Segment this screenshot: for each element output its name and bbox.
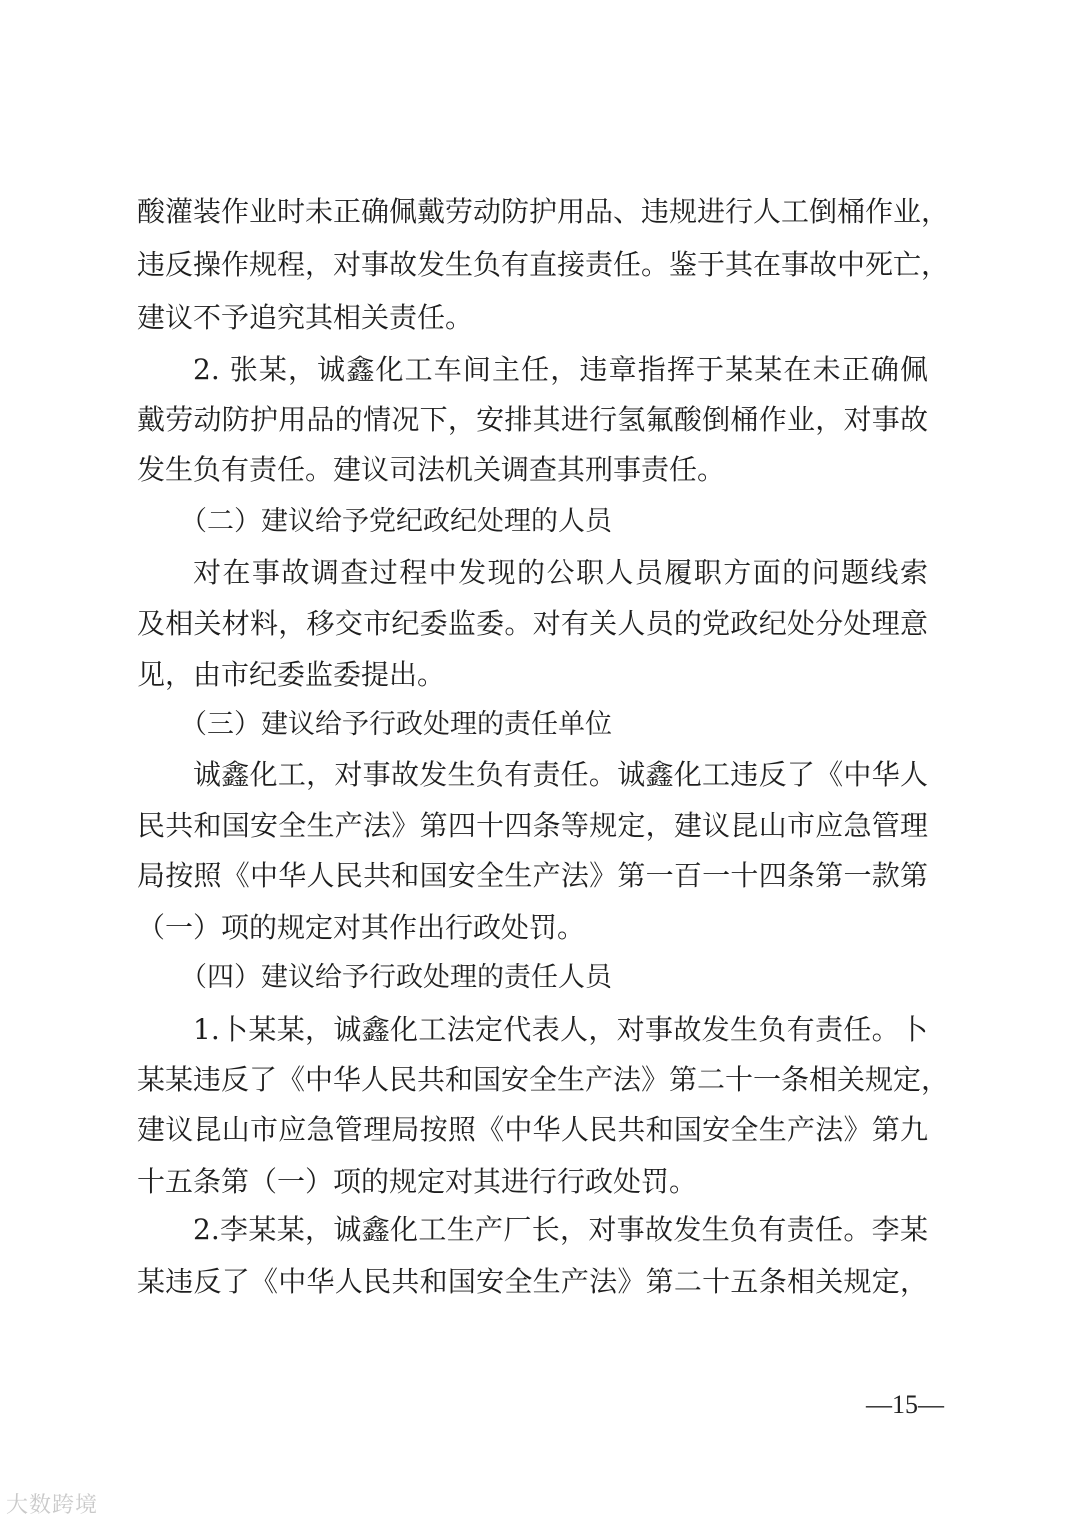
- text-line: 2.李某某，诚鑫化工生产厂长，对事故发生负有责任。李某: [193, 1213, 928, 1246]
- text-line: 局按照《中华人民共和国安全生产法》第一百一十四条第一款第: [137, 859, 928, 892]
- text-line: 发生负有责任。建议司法机关调查其刑事责任。: [137, 453, 726, 486]
- text-line: 对在事故调查过程中发现的公职人员履职方面的问题线索: [193, 556, 928, 589]
- page-number: —15—: [866, 1390, 944, 1419]
- text-line: 见，由市纪委监委提出。: [137, 658, 446, 691]
- text-line: 违反操作规程，对事故发生负有直接责任。鉴于其在事故中死亡，: [137, 248, 950, 281]
- text-line: 1.卜某某，诚鑫化工法定代表人，对事故发生负有责任。卜: [193, 1013, 928, 1046]
- text-line: 酸灌装作业时未正确佩戴劳动防护用品、违规进行人工倒桶作业，: [137, 195, 950, 228]
- text-line: 某某违反了《中华人民共和国安全生产法》第二十一条相关规定，: [137, 1063, 950, 1096]
- section-heading: （四）建议给予行政处理的责任人员: [180, 962, 612, 993]
- watermark: 大数跨境: [6, 1493, 99, 1518]
- section-heading: （三）建议给予行政处理的责任单位: [180, 709, 612, 740]
- text-line: 建议昆山市应急管理局按照《中华人民共和国安全生产法》第九: [137, 1113, 928, 1146]
- text-line: 诚鑫化工，对事故发生负有责任。诚鑫化工违反了《中华人: [193, 758, 928, 791]
- text-line: 某违反了《中华人民共和国安全生产法》第二十五条相关规定，: [137, 1265, 928, 1298]
- text-line: 民共和国安全生产法》第四十四条等规定，建议昆山市应急管理: [137, 809, 928, 842]
- text-line: 建议不予追究其相关责任。: [137, 301, 474, 334]
- text-line: 十五条第（一）项的规定对其进行行政处罚。: [137, 1165, 698, 1198]
- text-line: 戴劳动防护用品的情况下，安排其进行氢氟酸倒桶作业，对事故: [137, 403, 928, 436]
- text-line: 2. 张某，诚鑫化工车间主任，违章指挥于某某在未正确佩: [193, 353, 928, 386]
- text-line: 及相关材料，移交市纪委监委。对有关人员的党政纪处分处理意: [137, 607, 928, 640]
- text-line: （一）项的规定对其作出行政处罚。: [137, 911, 586, 944]
- section-heading: （二）建议给予党纪政纪处理的人员: [180, 506, 612, 537]
